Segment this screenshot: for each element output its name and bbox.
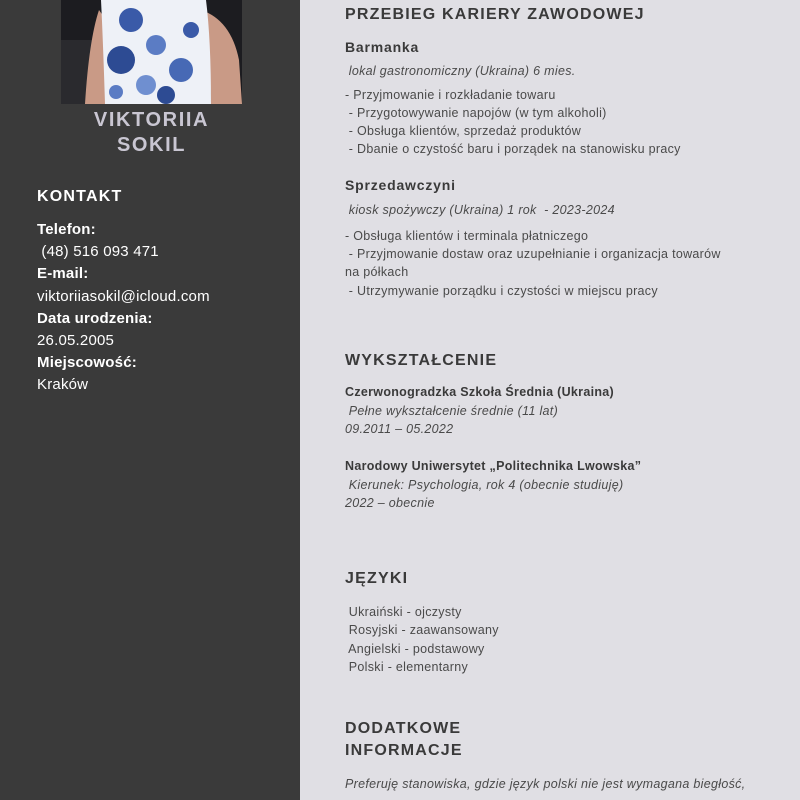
job-meta: lokal gastronomiczny (Ukraina) 6 mies. <box>345 64 576 78</box>
education-school: Czerwonogradzka Szkoła Średnia (Ukraina) <box>345 385 615 399</box>
additional-text: Preferuję stanowiska, gdzie język polski nie jest wymagana biegłość, <box>345 777 746 791</box>
first-name: VIKTORIIA <box>93 109 210 131</box>
city-label: Miejscowość: <box>37 354 137 371</box>
profile-photo-image <box>61 0 242 104</box>
job-duty: na półkach <box>345 265 409 279</box>
language-item: Polski - elementarny <box>345 660 469 674</box>
birth-label: Data urodzenia: <box>37 310 153 327</box>
education-detail: Pełne wykształcenie średnie (11 lat) <box>345 404 559 418</box>
additional-heading <box>345 718 463 762</box>
birth-value: 26.05.2005 <box>37 332 115 349</box>
phone-value: (48) 516 093 471 <box>37 243 159 260</box>
education-detail: Kierunek: Psychologia, rok 4 (obecnie studiuję) <box>345 478 624 492</box>
additional-heading-line1: DODATKOWE <box>345 720 462 737</box>
contact-heading: KONTAKT <box>37 188 123 205</box>
job-duty: - Utrzymywanie porządku i czystości w miejscu pracy <box>345 284 658 298</box>
job-title: Sprzedawczyni <box>345 177 456 193</box>
profile-photo <box>61 0 242 104</box>
main-content <box>300 0 800 800</box>
career-heading: PRZEBIEG KARIERY ZAWODOWEJ <box>345 6 645 23</box>
last-name: SOKIL <box>116 134 187 156</box>
city-value: Kraków <box>37 376 89 393</box>
job-duty: - Przyjmowanie dostaw oraz uzupełnianie i organizacja towarów <box>345 247 721 261</box>
language-item: Angielski - podstawowy <box>345 642 485 656</box>
full-name <box>0 108 303 158</box>
additional-heading-line2: INFORMACJE <box>345 742 463 759</box>
email-label: E-mail: <box>37 265 89 282</box>
job-duty: - Dbanie o czystość baru i porządek na stanowisku pracy <box>345 142 681 156</box>
education-dates: 09.2011 – 05.2022 <box>345 422 454 436</box>
language-item: Rosyjski - zaawansowany <box>345 623 499 637</box>
phone-label: Telefon: <box>37 221 96 238</box>
language-item: Ukraiński - ojczysty <box>345 605 462 619</box>
languages-heading: JĘZYKI <box>345 570 409 587</box>
job-duty: - Przyjmowanie i rozkładanie towaru <box>345 88 556 102</box>
education-heading: WYKSZTAŁCENIE <box>345 352 498 369</box>
email-value: viktoriiasokil@icloud.com <box>37 288 210 305</box>
job-meta: kiosk spożywczy (Ukraina) 1 rok - 2023-2024 <box>345 203 615 217</box>
job-duty: - Obsługa klientów i terminala płatniczego <box>345 229 589 243</box>
education-dates: 2022 – obecnie <box>345 496 435 510</box>
job-duty: - Przygotowywanie napojów (w tym alkoholi) <box>345 106 607 120</box>
education-school: Narodowy Uniwersytet „Politechnika Lwowska” <box>345 459 642 473</box>
job-duty: - Obsługa klientów, sprzedaż produktów <box>345 124 582 138</box>
sidebar <box>0 0 300 800</box>
job-title: Barmanka <box>345 39 420 55</box>
